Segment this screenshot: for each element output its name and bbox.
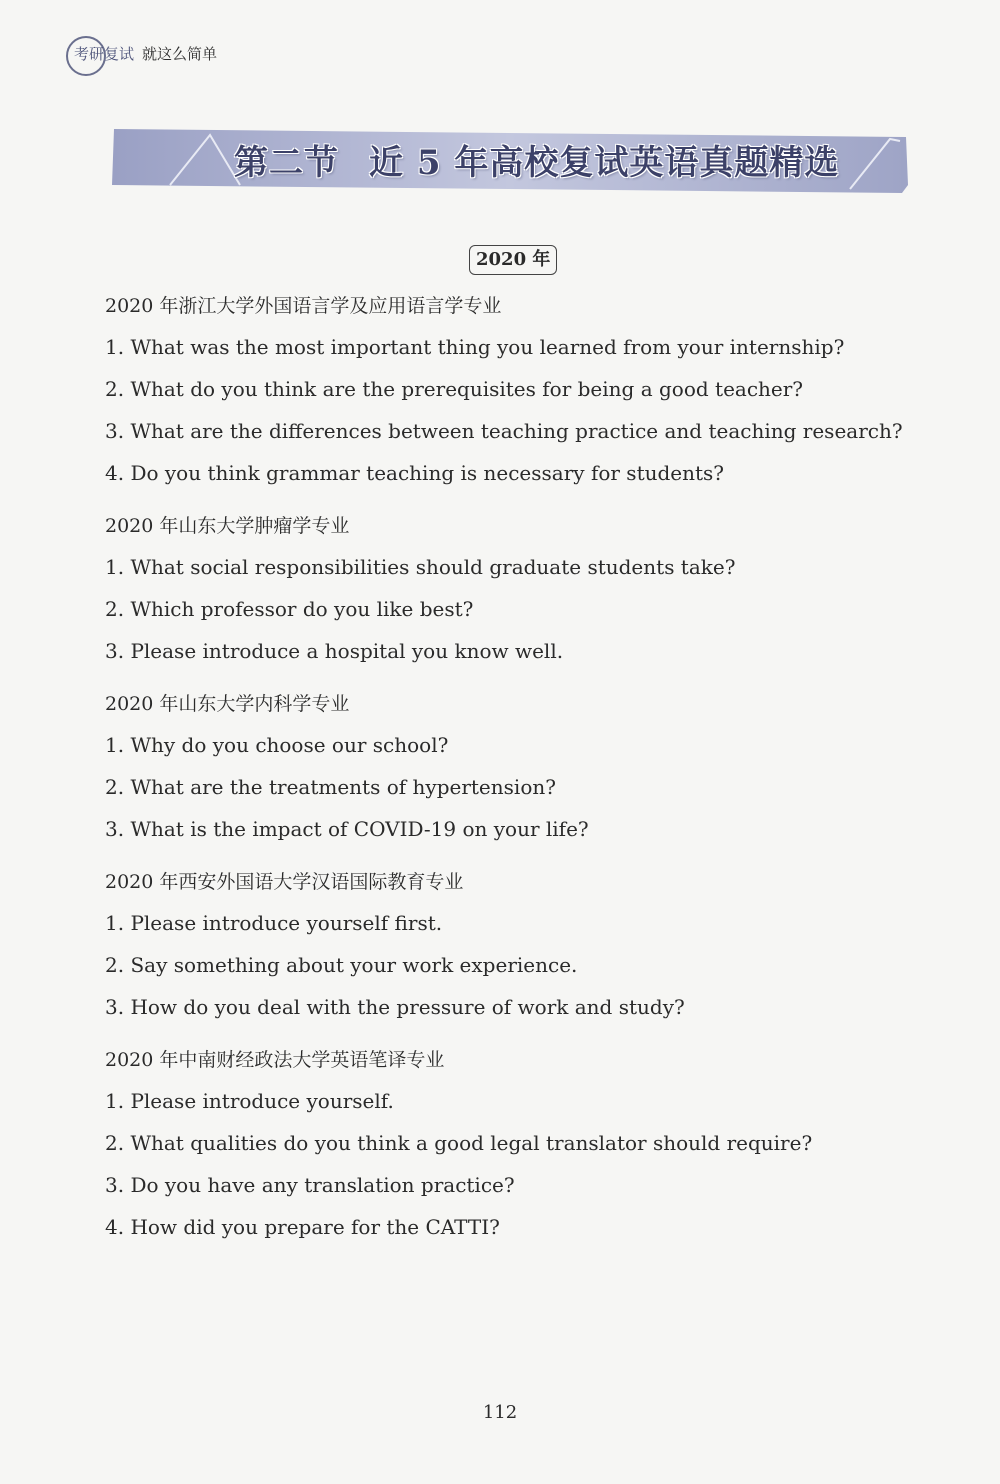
section-block — [105, 1040, 925, 1248]
question-item: 2. Say something about your work experience. — [105, 953, 578, 977]
section-label: 第二节 — [234, 143, 339, 183]
logo-text — [74, 43, 217, 64]
question-item: 3. Please introduce a hospital you know well. — [105, 639, 564, 663]
question-item: 2. What are the treatments of hypertension? — [105, 775, 556, 799]
section-heading: 2020 年山东大学肿瘤学专业 — [105, 515, 350, 537]
banner-title — [234, 135, 839, 184]
question-item: 3. What are the differences between teaching practice and teaching research? — [105, 419, 903, 443]
section-heading: 2020 年西安外国语大学汉语国际教育专业 — [105, 871, 464, 893]
question-item: 3. What is the impact of COVID-19 on your life? — [105, 817, 589, 841]
question-item: 4. Do you think grammar teaching is necessary for students? — [105, 461, 725, 485]
section-title-text: 近 5 年高校复试英语真题精选 — [369, 143, 840, 183]
header-logo — [64, 34, 324, 78]
section-heading: 2020 年山东大学内科学专业 — [105, 693, 350, 715]
page-number: 112 — [482, 1402, 518, 1423]
brand-slogan: 就这么简单 — [142, 45, 218, 63]
question-item: 3. How do you deal with the pressure of work and study? — [105, 995, 685, 1019]
question-item: 1. What was the most important thing you learned from your internship? — [105, 335, 845, 359]
question-item: 1. What social responsibilities should graduate students take? — [105, 555, 736, 579]
year-badge: 2020 年 — [469, 245, 557, 275]
question-list — [105, 286, 925, 1248]
question-item: 2. What do you think are the prerequisites for being a good teacher? — [105, 377, 804, 401]
question-item: 2. What qualities do you think a good legal translator should require? — [105, 1131, 813, 1155]
section-banner — [110, 127, 910, 193]
question-item: 2. Which professor do you like best? — [105, 597, 474, 621]
question-item: 4. How did you prepare for the CATTI? — [105, 1215, 500, 1239]
question-item: 3. Do you have any translation practice? — [105, 1173, 515, 1197]
section-heading: 2020 年中南财经政法大学英语笔译专业 — [105, 1049, 445, 1071]
section-block — [105, 862, 925, 1028]
section-block — [105, 506, 925, 672]
question-item: 1. Please introduce yourself first. — [105, 911, 443, 935]
section-heading: 2020 年浙江大学外国语言学及应用语言学专业 — [105, 295, 502, 317]
question-item: 1. Please introduce yourself. — [105, 1089, 394, 1113]
question-item: 1. Why do you choose our school? — [105, 733, 449, 757]
section-block — [105, 684, 925, 850]
brand-name: 考研复试 — [74, 45, 135, 63]
section-block — [105, 286, 925, 494]
